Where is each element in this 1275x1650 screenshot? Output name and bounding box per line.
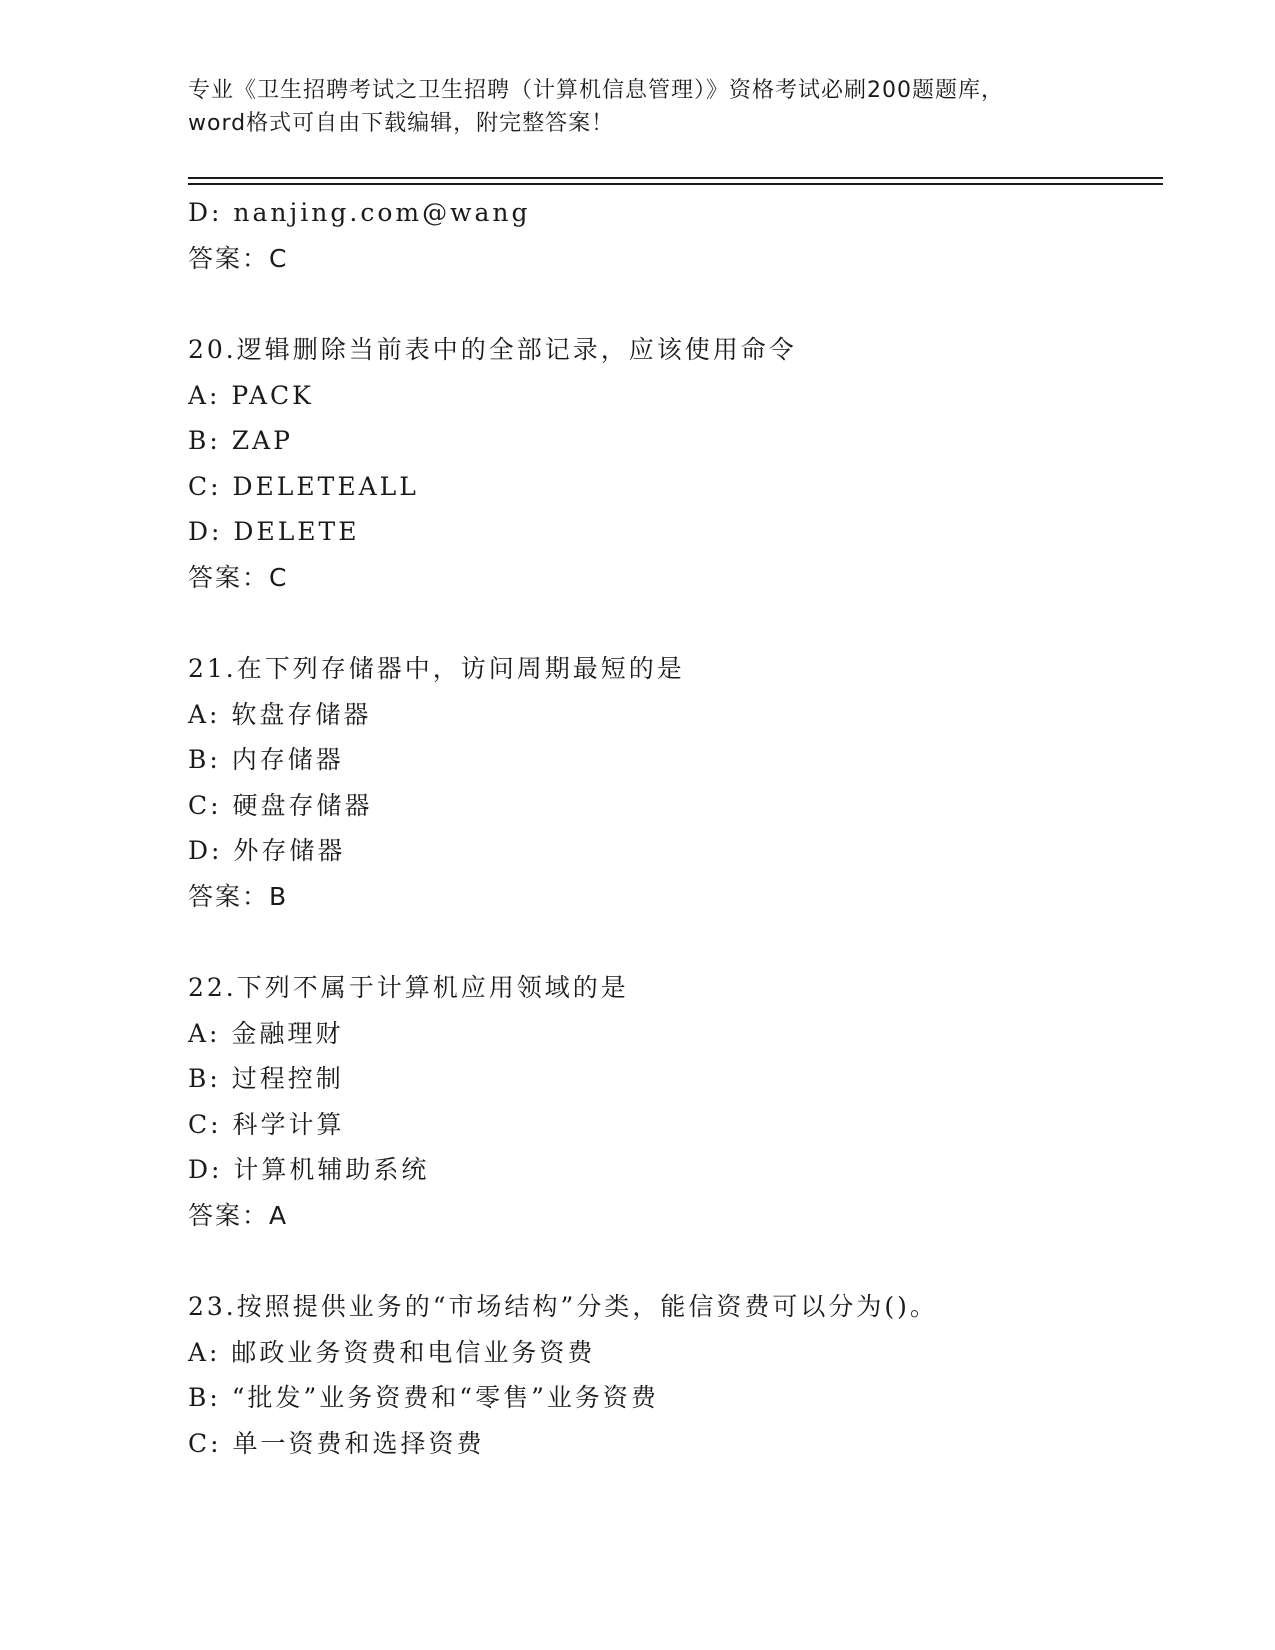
option-d: D: 外存储器 xyxy=(188,836,346,865)
spacer xyxy=(188,919,1163,965)
question-22 xyxy=(188,965,1163,1238)
question-stem: 21.在下列存储器中，访问周期最短的是 xyxy=(188,654,685,683)
option-c: C: DELETEALL xyxy=(188,471,419,501)
question-23 xyxy=(188,1284,1163,1466)
question-stem: 22.下列不属于计算机应用领域的是 xyxy=(188,973,629,1002)
option-c: C: 单一资费和选择资费 xyxy=(188,1428,485,1458)
question-list xyxy=(188,190,1163,1466)
option-a: A: 软盘存储器 xyxy=(188,699,372,729)
option-a: A: 邮政业务资费和电信业务资费 xyxy=(188,1337,596,1367)
question-21 xyxy=(188,646,1163,919)
option-b: B: ZAP xyxy=(188,426,293,455)
question-stem: 23.按照提供业务的“市场结构”分类，能信资费可以分为()。 xyxy=(188,1292,938,1321)
option-d: D: 计算机辅助系统 xyxy=(188,1155,430,1184)
option-c: C: 科学计算 xyxy=(188,1109,345,1139)
answer: 答案：C xyxy=(188,562,289,592)
option-d: D: DELETE xyxy=(188,517,360,546)
header-title-line-2: word格式可自由下载编辑，附完整答案！ xyxy=(188,111,615,136)
option-b: B: 内存储器 xyxy=(188,745,344,774)
option-b: B: “批发”业务资费和“零售”业务资费 xyxy=(188,1383,659,1412)
header-divider-top xyxy=(188,177,1163,179)
prev-option-d: D: nanjing.com@wang xyxy=(188,198,531,227)
answer: 答案：A xyxy=(188,1200,289,1230)
prev-answer: 答案：C xyxy=(188,243,289,273)
spacer xyxy=(188,1238,1163,1284)
option-b: B: 过程控制 xyxy=(188,1064,344,1093)
option-a: A: 金融理财 xyxy=(188,1018,344,1048)
spacer xyxy=(188,600,1163,646)
header-divider-bottom xyxy=(188,183,1163,185)
question-stem: 20.逻辑删除当前表中的全部记录，应该使用命令 xyxy=(188,335,797,364)
option-a: A: PACK xyxy=(188,380,314,410)
question-20 xyxy=(188,327,1163,600)
document-header xyxy=(188,74,1088,140)
spacer xyxy=(188,281,1163,327)
option-c: C: 硬盘存储器 xyxy=(188,790,373,820)
answer: 答案：B xyxy=(188,881,289,911)
header-title-line-1: 专业《卫生招聘考试之卫生招聘（计算机信息管理）》资格考试必刷200题题库， xyxy=(188,78,1004,103)
